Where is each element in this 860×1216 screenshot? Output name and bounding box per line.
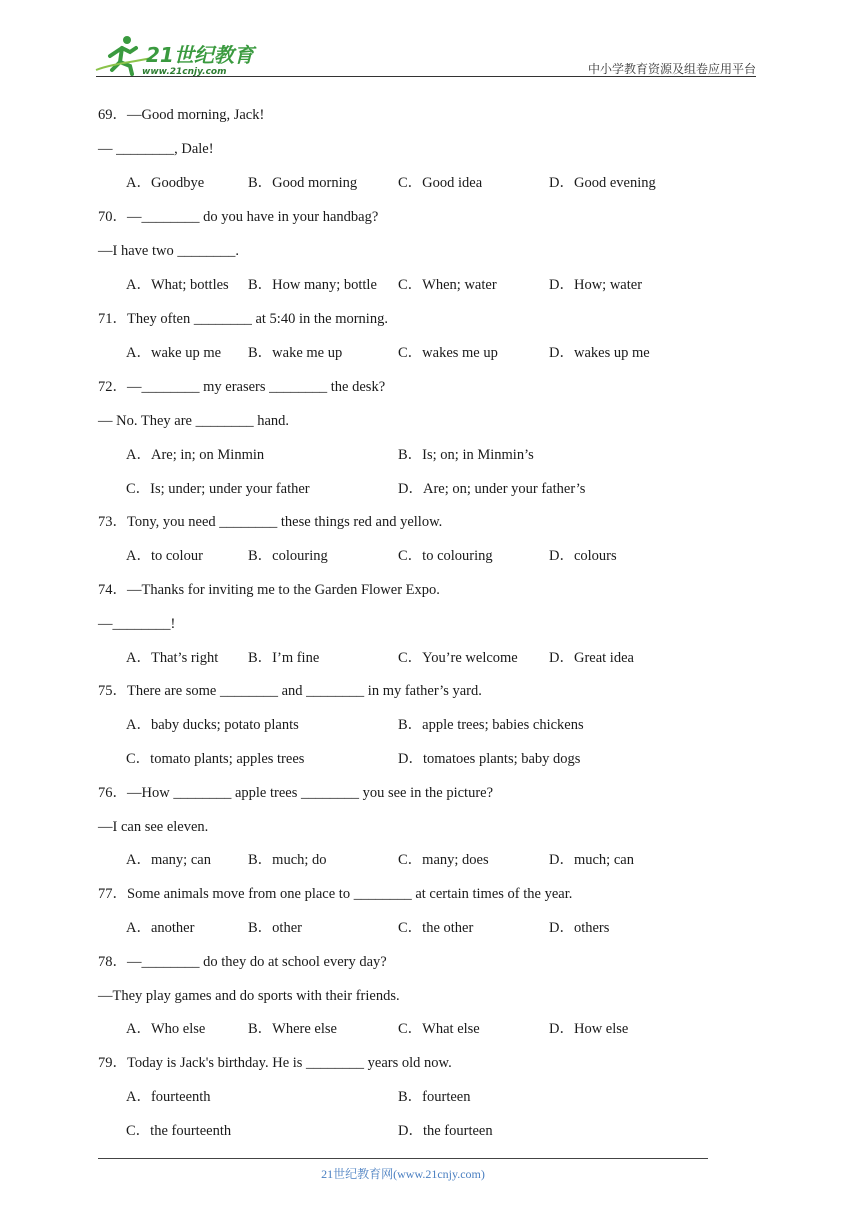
question-72-stem: 72．—________ my erasers ________ the desk? bbox=[98, 379, 386, 395]
option-b[interactable]: B．Good morning bbox=[248, 175, 358, 191]
option-b[interactable]: B．wake me up bbox=[248, 345, 343, 361]
runner-logo-icon bbox=[92, 34, 262, 78]
question-79-stem: 79．Today is Jack's birthday. He is ________ years old now. bbox=[98, 1055, 452, 1071]
question-74-stem: 74．—Thanks for inviting me to the Garden Flower Expo. bbox=[98, 582, 440, 598]
option-b[interactable]: B．Is; on; in Minmin’s bbox=[398, 447, 534, 463]
svg-text:www.21cnjy.com: www.21cnjy.com bbox=[142, 67, 227, 77]
question-76-response: —I can see eleven. bbox=[98, 819, 209, 835]
question-78-response: —They play games and do sports with their friends. bbox=[98, 988, 400, 1004]
question-70-stem: 70．—________ do you have in your handbag? bbox=[98, 209, 379, 225]
option-c[interactable]: C．the fourteenth bbox=[126, 1123, 232, 1139]
footer-divider bbox=[98, 1158, 708, 1159]
option-b[interactable]: B．apple trees; babies chickens bbox=[398, 717, 584, 733]
option-c[interactable]: C．the other bbox=[398, 920, 474, 936]
option-b[interactable]: B．fourteen bbox=[398, 1089, 471, 1105]
option-a[interactable]: A．to colour bbox=[126, 548, 203, 564]
option-a[interactable]: A．Who else bbox=[126, 1021, 206, 1037]
option-c[interactable]: C．You’re welcome bbox=[398, 650, 518, 666]
option-c[interactable]: C．wakes me up bbox=[398, 345, 498, 361]
option-a[interactable]: A．What; bottles bbox=[126, 277, 229, 293]
site-logo[interactable] bbox=[92, 34, 262, 78]
question-73-stem: 73．Tony, you need ________ these things red and yellow. bbox=[98, 514, 443, 530]
option-a[interactable]: A．baby ducks; potato plants bbox=[126, 717, 299, 733]
option-a[interactable]: A．That’s right bbox=[126, 650, 219, 666]
option-b[interactable]: B．much; do bbox=[248, 852, 327, 868]
question-75-stem: 75．There are some ________ and ________ in my father’s yard. bbox=[98, 683, 482, 699]
question-76-stem: 76．—How ________ apple trees ________ you see in the picture? bbox=[98, 785, 494, 801]
question-70-response: —I have two ________. bbox=[98, 243, 239, 259]
option-b[interactable]: B．colouring bbox=[248, 548, 328, 564]
option-d[interactable]: D．How; water bbox=[549, 277, 643, 293]
option-d[interactable]: D．Are; on; under your father’s bbox=[398, 481, 586, 497]
question-74-response: —________! bbox=[98, 616, 176, 632]
option-a[interactable]: A．Are; in; on Minmin bbox=[126, 447, 265, 463]
option-d[interactable]: D．How else bbox=[549, 1021, 629, 1037]
option-d[interactable]: D．Great idea bbox=[549, 650, 634, 666]
option-d[interactable]: D．others bbox=[549, 920, 610, 936]
option-c[interactable]: C．many; does bbox=[398, 852, 489, 868]
option-b[interactable]: B．other bbox=[248, 920, 302, 936]
question-69-stem: 69．—Good morning, Jack! bbox=[98, 107, 265, 123]
question-77-stem: 77．Some animals move from one place to ________ at certain times of the year. bbox=[98, 886, 573, 902]
svg-text:21世纪教育: 21世纪教育 bbox=[146, 43, 254, 67]
option-a[interactable]: A．another bbox=[126, 920, 195, 936]
option-a[interactable]: A．fourteenth bbox=[126, 1089, 211, 1105]
option-c[interactable]: C．tomato plants; apples trees bbox=[126, 751, 305, 767]
option-d[interactable]: D．wakes up me bbox=[549, 345, 650, 361]
page-header bbox=[0, 0, 860, 80]
question-69-response: — ________, Dale! bbox=[98, 141, 214, 157]
option-c[interactable]: C．What else bbox=[398, 1021, 480, 1037]
question-72-response: — No. They are ________ hand. bbox=[98, 413, 290, 429]
option-d[interactable]: D．much; can bbox=[549, 852, 634, 868]
header-divider bbox=[96, 76, 756, 77]
option-b[interactable]: B．I’m fine bbox=[248, 650, 320, 666]
option-d[interactable]: D．the fourteen bbox=[398, 1123, 493, 1139]
option-c[interactable]: C．Good idea bbox=[398, 175, 483, 191]
platform-title: 中小学教育资源及组卷应用平台 bbox=[587, 62, 756, 76]
option-b[interactable]: B．How many; bottle bbox=[248, 277, 377, 293]
option-c[interactable]: C．When; water bbox=[398, 277, 497, 293]
option-c[interactable]: C．Is; under; under your father bbox=[126, 481, 310, 497]
option-d[interactable]: D．Good evening bbox=[549, 175, 656, 191]
option-c[interactable]: C．to colouring bbox=[398, 548, 493, 564]
option-d[interactable]: D．colours bbox=[549, 548, 617, 564]
option-a[interactable]: A．many; can bbox=[126, 852, 211, 868]
option-a[interactable]: A．wake up me bbox=[126, 345, 222, 361]
option-d[interactable]: D．tomatoes plants; baby dogs bbox=[398, 751, 581, 767]
question-78-stem: 78．—________ do they do at school every day? bbox=[98, 954, 387, 970]
option-b[interactable]: B．Where else bbox=[248, 1021, 337, 1037]
option-a[interactable]: A．Goodbye bbox=[126, 175, 205, 191]
footer-link[interactable]: 21世纪教育网(www.21cnjy.com) bbox=[321, 1167, 485, 1181]
question-71-stem: 71．They often ________ at 5:40 in the morning. bbox=[98, 311, 388, 327]
